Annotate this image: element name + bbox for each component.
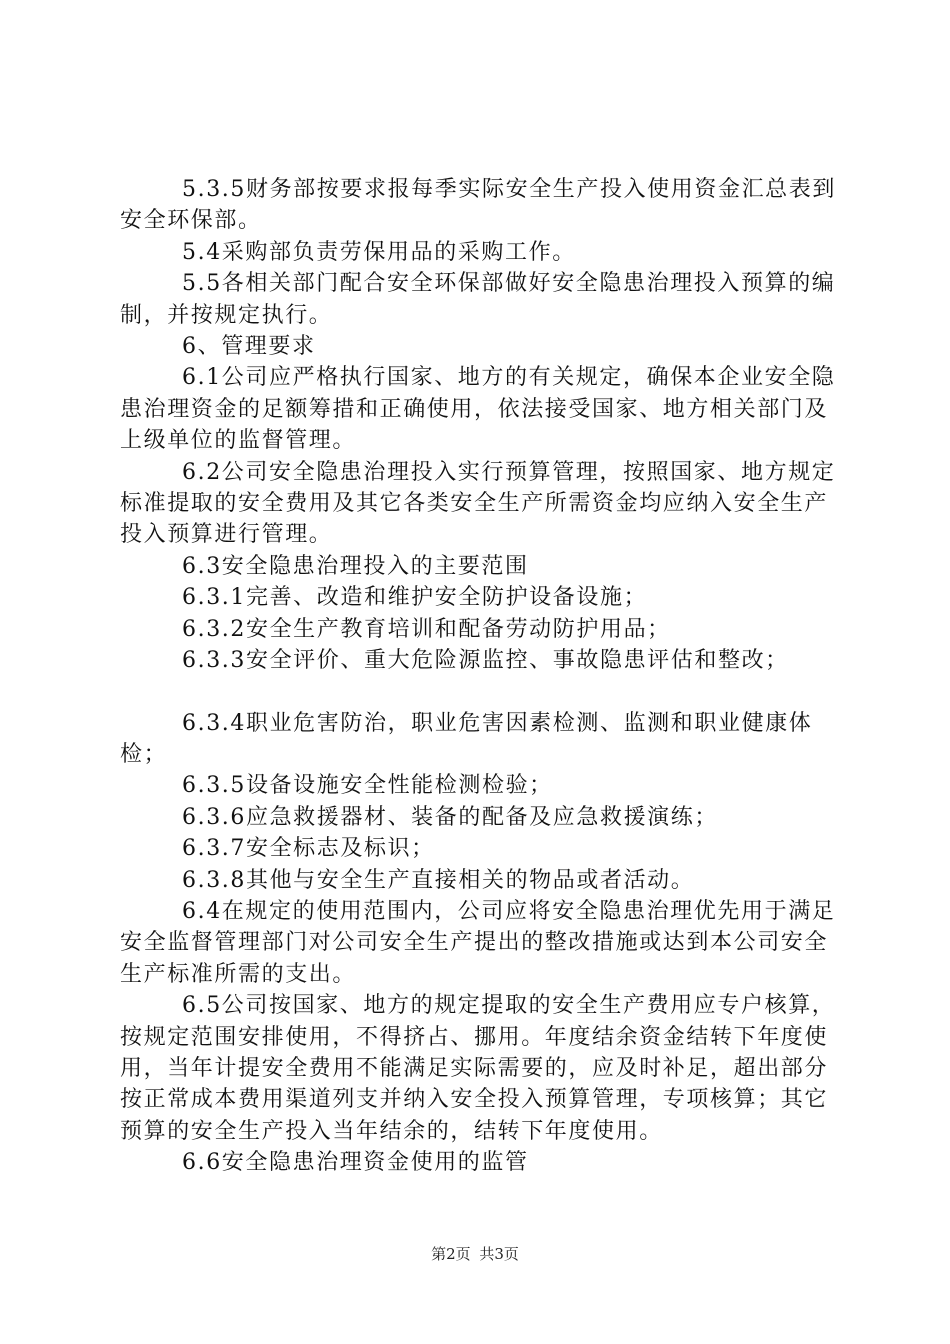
- list-item-6-3-6: 6.3.6应急救援器材、装备的配备及应急救援演练；: [182, 804, 718, 830]
- section-heading-6: 6、管理要求: [182, 334, 316, 360]
- list-item-6-3-5: 6.3.5设备设施安全性能检测检验；: [182, 773, 553, 799]
- document-body: [120, 174, 838, 1179]
- paragraph-5-4: 5.4采购部负责劳保用品的采购工作。: [182, 239, 576, 265]
- page-number: 第2页: [431, 1245, 471, 1263]
- paragraph-6-6: 6.6安全隐患治理资金使用的监管: [182, 1150, 529, 1176]
- list-item-6-3-4: 6.3.4职业危害防治，职业危害因素检测、监测和职业健康体检；: [120, 710, 813, 767]
- page-total: 共3页: [479, 1245, 519, 1263]
- paragraph-5-5: 5.5各相关部门配合安全环保部做好安全隐患治理投入预算的编制，并按规定执行。: [120, 271, 836, 328]
- list-item-6-3-1: 6.3.1完善、改造和维护安全防护设备设施；: [182, 585, 648, 611]
- list-item-6-3-3: 6.3.3安全评价、重大危险源监控、事故隐患评估和整改；: [182, 648, 789, 674]
- page-footer: [0, 1243, 950, 1264]
- paragraph-6-3: 6.3安全隐患治理投入的主要范围: [182, 553, 529, 579]
- paragraph-5-3-5: 5.3.5财务部按要求报每季实际安全生产投入使用资金汇总表到安全环保部。: [120, 177, 836, 234]
- list-item-6-3-2: 6.3.2安全生产教育培训和配备劳动防护用品；: [182, 616, 671, 642]
- paragraph-6-1: 6.1公司应严格执行国家、地方的有关规定，确保本企业安全隐患治理资金的足额筹措和正确使用，依法接受国家、地方相关部门及上级单位的监督管理。: [120, 365, 836, 454]
- paragraph-6-4: 6.4在规定的使用范围内，公司应将安全隐患治理优先用于满足安全监督管理部门对公司安全生产提出的整改措施或达到本公司安全生产标准所需的支出。: [120, 898, 836, 987]
- paragraph-6-2: 6.2公司安全隐患治理投入实行预算管理，按照国家、地方规定标准提取的安全费用及其它各类安全生产所需资金均应纳入安全生产投入预算进行管理。: [120, 459, 836, 548]
- list-item-6-3-7: 6.3.7安全标志及标识；: [182, 836, 435, 862]
- list-item-6-3-8: 6.3.8其他与安全生产直接相关的物品或者活动。: [182, 867, 695, 893]
- paragraph-6-5: 6.5公司按国家、地方的规定提取的安全生产费用应专户核算，按规定范围安排使用，不得挤占、挪用。年度结余资金结转下年度使用，当年计提安全费用不能满足实际需要的，应及时补足，超出部分按正常成本费用渠道列支并纳入安全投入预算管理，专项核算；其它预算的安全生产投入当年结余的，结转下年度使用。: [120, 993, 836, 1144]
